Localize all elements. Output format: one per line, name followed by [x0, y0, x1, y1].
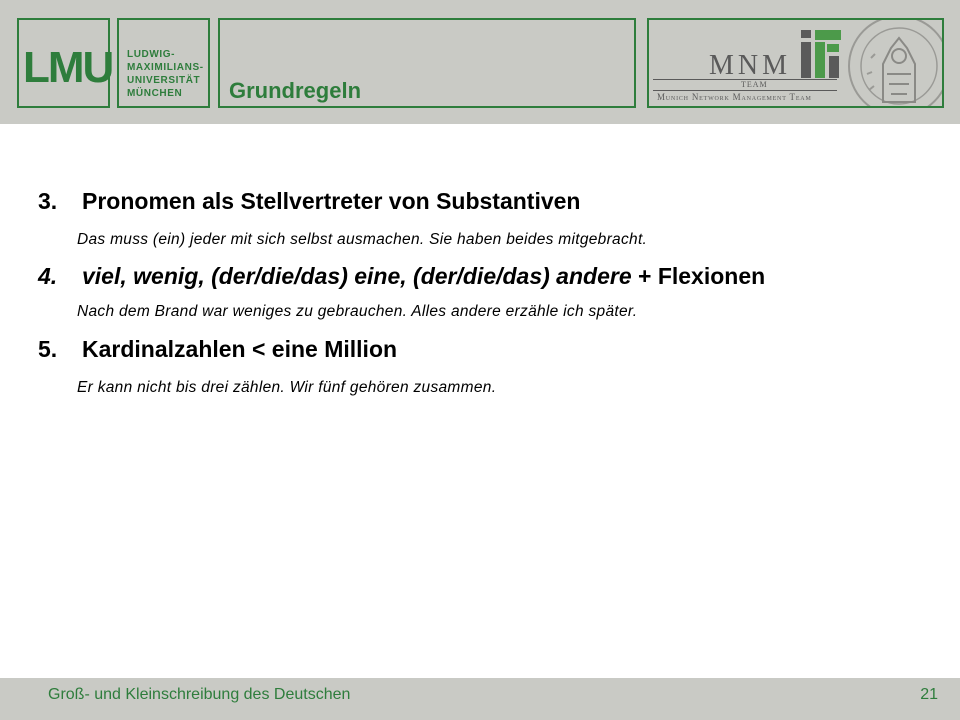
- list-item: [38, 336, 397, 363]
- university-name-line: UNIVERSITÄT: [127, 75, 201, 86]
- list-item: [38, 188, 580, 215]
- university-name-line: MÜNCHEN: [127, 88, 183, 99]
- title-box: [218, 18, 636, 108]
- slide-footer: [0, 678, 960, 720]
- list-item: [38, 263, 765, 290]
- mnm-divider: [653, 90, 837, 91]
- slide-header: [0, 0, 960, 124]
- list-item-example: Nach dem Brand war weniges zu gebrauchen. Alles andere erzähle ich später.: [77, 303, 638, 320]
- list-item-label: Pronomen als Stellvertreter von Substantiven: [82, 188, 581, 214]
- list-item-label: Kardinalzahlen < eine Million: [82, 336, 398, 362]
- mnm-team-text: TEAM: [741, 80, 768, 89]
- university-name: [127, 48, 204, 100]
- list-item-number: 3.: [38, 188, 58, 214]
- university-name-line: MAXIMILIANS-: [127, 62, 204, 73]
- university-name-line: LUDWIG-: [127, 49, 176, 60]
- university-name-box: [117, 18, 210, 108]
- ifi-logo-icon: [799, 28, 843, 80]
- list-item-example: Er kann nicht bis drei zählen. Wir fünf gehören zusammen.: [77, 379, 497, 396]
- footer-title: Groß- und Kleinschreibung des Deutschen: [48, 686, 351, 703]
- list-item-number: 5.: [38, 336, 58, 362]
- mnm-full-name: Munich Network Management Team: [657, 92, 812, 102]
- mnm-logo-text: MNM: [709, 50, 792, 81]
- slide-title: Grundregeln: [229, 78, 362, 103]
- list-item-label-rest: + Flexionen: [631, 263, 766, 289]
- lmu-logo: [17, 18, 113, 108]
- list-item-example: Das muss (ein) jeder mit sich selbst ausmachen. Sie haben beides mitgebracht.: [77, 231, 648, 248]
- lmu-logo-text: LMU: [23, 43, 113, 92]
- page-number: 21: [920, 686, 938, 703]
- university-seal-icon: [847, 18, 944, 108]
- mnm-logo-box: [647, 18, 944, 108]
- list-item-number: 4.: [38, 263, 58, 289]
- list-item-label-italic: viel, wenig, (der/die/das) eine, (der/die/das) andere: [82, 263, 632, 289]
